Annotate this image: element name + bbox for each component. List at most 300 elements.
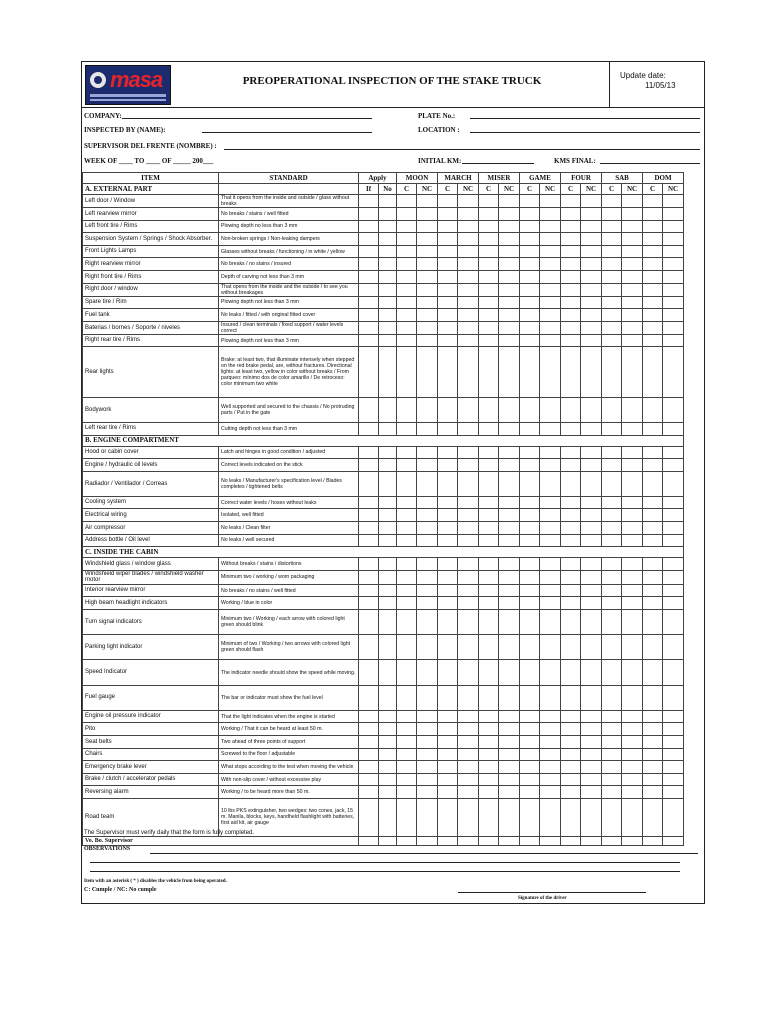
- check-cell[interactable]: [540, 597, 561, 610]
- check-cell[interactable]: [458, 710, 479, 723]
- check-cell[interactable]: [417, 334, 438, 347]
- check-cell[interactable]: [479, 534, 499, 547]
- check-cell[interactable]: [438, 233, 458, 246]
- check-cell[interactable]: [520, 761, 540, 774]
- check-cell[interactable]: [520, 786, 540, 799]
- check-cell[interactable]: [602, 836, 622, 845]
- check-cell[interactable]: [359, 558, 379, 571]
- check-cell[interactable]: [520, 836, 540, 845]
- check-cell[interactable]: [499, 534, 520, 547]
- check-cell[interactable]: [379, 258, 397, 271]
- check-cell[interactable]: [499, 459, 520, 472]
- check-cell[interactable]: [602, 309, 622, 322]
- check-cell[interactable]: [540, 270, 561, 283]
- check-cell[interactable]: [602, 459, 622, 472]
- check-cell[interactable]: [602, 334, 622, 347]
- check-cell[interactable]: [540, 558, 561, 571]
- check-cell[interactable]: [622, 597, 643, 610]
- check-cell[interactable]: [540, 208, 561, 221]
- check-cell[interactable]: [379, 195, 397, 208]
- check-cell[interactable]: [540, 723, 561, 736]
- check-cell[interactable]: [520, 798, 540, 836]
- check-cell[interactable]: [417, 570, 438, 584]
- check-cell[interactable]: [602, 397, 622, 422]
- check-cell[interactable]: [417, 296, 438, 309]
- check-cell[interactable]: [479, 570, 499, 584]
- check-cell[interactable]: [643, 220, 663, 233]
- check-cell[interactable]: [379, 309, 397, 322]
- check-cell[interactable]: [520, 570, 540, 584]
- check-cell[interactable]: [417, 471, 438, 496]
- check-cell[interactable]: [397, 334, 417, 347]
- check-cell[interactable]: [520, 446, 540, 459]
- check-cell[interactable]: [397, 723, 417, 736]
- check-cell[interactable]: [379, 570, 397, 584]
- check-cell[interactable]: [379, 558, 397, 571]
- check-cell[interactable]: [561, 597, 581, 610]
- check-cell[interactable]: [397, 509, 417, 522]
- check-cell[interactable]: [359, 534, 379, 547]
- check-cell[interactable]: [602, 584, 622, 597]
- check-cell[interactable]: [561, 773, 581, 786]
- check-cell[interactable]: [520, 270, 540, 283]
- check-cell[interactable]: [581, 685, 602, 710]
- check-cell[interactable]: [520, 522, 540, 535]
- check-cell[interactable]: [438, 283, 458, 296]
- check-cell[interactable]: [561, 836, 581, 845]
- check-cell[interactable]: [479, 761, 499, 774]
- check-cell[interactable]: [602, 220, 622, 233]
- check-cell[interactable]: [663, 723, 684, 736]
- check-cell[interactable]: [479, 334, 499, 347]
- check-cell[interactable]: [499, 309, 520, 322]
- check-cell[interactable]: [540, 786, 561, 799]
- check-cell[interactable]: [561, 258, 581, 271]
- check-cell[interactable]: [458, 195, 479, 208]
- check-cell[interactable]: [438, 321, 458, 334]
- check-cell[interactable]: [622, 735, 643, 748]
- check-cell[interactable]: [479, 710, 499, 723]
- check-cell[interactable]: [643, 610, 663, 635]
- check-cell[interactable]: [479, 459, 499, 472]
- observations-line-3[interactable]: [90, 871, 680, 872]
- check-cell[interactable]: [479, 347, 499, 397]
- check-cell[interactable]: [438, 798, 458, 836]
- check-cell[interactable]: [458, 471, 479, 496]
- check-cell[interactable]: [379, 735, 397, 748]
- check-cell[interactable]: [417, 309, 438, 322]
- check-cell[interactable]: [379, 321, 397, 334]
- check-cell[interactable]: [458, 761, 479, 774]
- check-cell[interactable]: [643, 522, 663, 535]
- initial-km-field[interactable]: [462, 163, 534, 164]
- check-cell[interactable]: [417, 710, 438, 723]
- check-cell[interactable]: [397, 735, 417, 748]
- check-cell[interactable]: [643, 233, 663, 246]
- check-cell[interactable]: [397, 836, 417, 845]
- check-cell[interactable]: [540, 471, 561, 496]
- check-cell[interactable]: [622, 584, 643, 597]
- check-cell[interactable]: [397, 798, 417, 836]
- check-cell[interactable]: [581, 735, 602, 748]
- check-cell[interactable]: [417, 748, 438, 761]
- check-cell[interactable]: [663, 773, 684, 786]
- check-cell[interactable]: [561, 446, 581, 459]
- check-cell[interactable]: [602, 208, 622, 221]
- check-cell[interactable]: [622, 309, 643, 322]
- check-cell[interactable]: [397, 347, 417, 397]
- check-cell[interactable]: [520, 635, 540, 660]
- check-cell[interactable]: [581, 397, 602, 422]
- check-cell[interactable]: [397, 220, 417, 233]
- check-cell[interactable]: [643, 597, 663, 610]
- check-cell[interactable]: [479, 397, 499, 422]
- check-cell[interactable]: [417, 635, 438, 660]
- check-cell[interactable]: [520, 347, 540, 397]
- check-cell[interactable]: [438, 710, 458, 723]
- check-cell[interactable]: [622, 610, 643, 635]
- check-cell[interactable]: [561, 220, 581, 233]
- check-cell[interactable]: [417, 735, 438, 748]
- check-cell[interactable]: [379, 496, 397, 509]
- check-cell[interactable]: [622, 786, 643, 799]
- check-cell[interactable]: [397, 710, 417, 723]
- check-cell[interactable]: [643, 258, 663, 271]
- check-cell[interactable]: [622, 220, 643, 233]
- check-cell[interactable]: [479, 422, 499, 435]
- check-cell[interactable]: [663, 584, 684, 597]
- check-cell[interactable]: [581, 258, 602, 271]
- check-cell[interactable]: [397, 635, 417, 660]
- check-cell[interactable]: [663, 258, 684, 271]
- check-cell[interactable]: [622, 496, 643, 509]
- check-cell[interactable]: [438, 660, 458, 685]
- check-cell[interactable]: [540, 710, 561, 723]
- inspected-by-field[interactable]: [202, 132, 372, 133]
- check-cell[interactable]: [458, 773, 479, 786]
- check-cell[interactable]: [602, 786, 622, 799]
- check-cell[interactable]: [359, 334, 379, 347]
- check-cell[interactable]: [397, 597, 417, 610]
- check-cell[interactable]: [540, 397, 561, 422]
- check-cell[interactable]: [479, 584, 499, 597]
- check-cell[interactable]: [602, 710, 622, 723]
- check-cell[interactable]: [622, 195, 643, 208]
- check-cell[interactable]: [520, 334, 540, 347]
- check-cell[interactable]: [520, 496, 540, 509]
- check-cell[interactable]: [520, 459, 540, 472]
- check-cell[interactable]: [417, 283, 438, 296]
- check-cell[interactable]: [379, 534, 397, 547]
- check-cell[interactable]: [397, 321, 417, 334]
- check-cell[interactable]: [458, 334, 479, 347]
- check-cell[interactable]: [379, 459, 397, 472]
- check-cell[interactable]: [643, 195, 663, 208]
- check-cell[interactable]: [643, 635, 663, 660]
- check-cell[interactable]: [520, 773, 540, 786]
- check-cell[interactable]: [581, 446, 602, 459]
- check-cell[interactable]: [379, 798, 397, 836]
- check-cell[interactable]: [520, 534, 540, 547]
- check-cell[interactable]: [379, 471, 397, 496]
- check-cell[interactable]: [479, 258, 499, 271]
- check-cell[interactable]: [359, 283, 379, 296]
- check-cell[interactable]: [379, 422, 397, 435]
- check-cell[interactable]: [458, 786, 479, 799]
- check-cell[interactable]: [643, 570, 663, 584]
- check-cell[interactable]: [359, 422, 379, 435]
- check-cell[interactable]: [540, 584, 561, 597]
- check-cell[interactable]: [643, 446, 663, 459]
- check-cell[interactable]: [663, 798, 684, 836]
- check-cell[interactable]: [622, 397, 643, 422]
- check-cell[interactable]: [643, 296, 663, 309]
- check-cell[interactable]: [438, 334, 458, 347]
- check-cell[interactable]: [643, 558, 663, 571]
- check-cell[interactable]: [622, 459, 643, 472]
- check-cell[interactable]: [602, 798, 622, 836]
- check-cell[interactable]: [417, 660, 438, 685]
- check-cell[interactable]: [561, 321, 581, 334]
- check-cell[interactable]: [458, 558, 479, 571]
- check-cell[interactable]: [438, 208, 458, 221]
- check-cell[interactable]: [561, 195, 581, 208]
- check-cell[interactable]: [438, 723, 458, 736]
- check-cell[interactable]: [479, 723, 499, 736]
- check-cell[interactable]: [643, 347, 663, 397]
- check-cell[interactable]: [458, 208, 479, 221]
- check-cell[interactable]: [417, 446, 438, 459]
- check-cell[interactable]: [479, 496, 499, 509]
- check-cell[interactable]: [520, 422, 540, 435]
- check-cell[interactable]: [602, 496, 622, 509]
- check-cell[interactable]: [520, 309, 540, 322]
- check-cell[interactable]: [438, 570, 458, 584]
- check-cell[interactable]: [643, 496, 663, 509]
- check-cell[interactable]: [379, 334, 397, 347]
- check-cell[interactable]: [479, 245, 499, 258]
- check-cell[interactable]: [540, 570, 561, 584]
- check-cell[interactable]: [359, 685, 379, 710]
- check-cell[interactable]: [397, 258, 417, 271]
- check-cell[interactable]: [479, 296, 499, 309]
- check-cell[interactable]: [602, 723, 622, 736]
- check-cell[interactable]: [622, 446, 643, 459]
- observations-line-1[interactable]: [150, 853, 698, 854]
- check-cell[interactable]: [359, 735, 379, 748]
- check-cell[interactable]: [397, 195, 417, 208]
- check-cell[interactable]: [643, 786, 663, 799]
- check-cell[interactable]: [561, 558, 581, 571]
- check-cell[interactable]: [479, 446, 499, 459]
- check-cell[interactable]: [499, 471, 520, 496]
- check-cell[interactable]: [520, 584, 540, 597]
- check-cell[interactable]: [397, 446, 417, 459]
- check-cell[interactable]: [458, 397, 479, 422]
- check-cell[interactable]: [520, 296, 540, 309]
- check-cell[interactable]: [581, 283, 602, 296]
- check-cell[interactable]: [581, 723, 602, 736]
- check-cell[interactable]: [520, 660, 540, 685]
- check-cell[interactable]: [520, 283, 540, 296]
- check-cell[interactable]: [397, 748, 417, 761]
- location-field[interactable]: [470, 132, 700, 133]
- check-cell[interactable]: [540, 347, 561, 397]
- check-cell[interactable]: [359, 347, 379, 397]
- check-cell[interactable]: [417, 534, 438, 547]
- company-field[interactable]: [122, 118, 372, 119]
- check-cell[interactable]: [520, 233, 540, 246]
- check-cell[interactable]: [581, 296, 602, 309]
- check-cell[interactable]: [438, 459, 458, 472]
- check-cell[interactable]: [663, 786, 684, 799]
- check-cell[interactable]: [520, 397, 540, 422]
- check-cell[interactable]: [499, 660, 520, 685]
- check-cell[interactable]: [479, 558, 499, 571]
- check-cell[interactable]: [561, 710, 581, 723]
- check-cell[interactable]: [663, 296, 684, 309]
- check-cell[interactable]: [643, 459, 663, 472]
- check-cell[interactable]: [458, 496, 479, 509]
- check-cell[interactable]: [643, 798, 663, 836]
- check-cell[interactable]: [540, 422, 561, 435]
- check-cell[interactable]: [622, 836, 643, 845]
- check-cell[interactable]: [379, 635, 397, 660]
- check-cell[interactable]: [438, 773, 458, 786]
- check-cell[interactable]: [602, 748, 622, 761]
- check-cell[interactable]: [458, 685, 479, 710]
- check-cell[interactable]: [359, 584, 379, 597]
- check-cell[interactable]: [540, 245, 561, 258]
- check-cell[interactable]: [438, 685, 458, 710]
- check-cell[interactable]: [602, 635, 622, 660]
- check-cell[interactable]: [499, 798, 520, 836]
- check-cell[interactable]: [458, 233, 479, 246]
- check-cell[interactable]: [540, 836, 561, 845]
- check-cell[interactable]: [622, 685, 643, 710]
- check-cell[interactable]: [561, 283, 581, 296]
- check-cell[interactable]: [602, 321, 622, 334]
- check-cell[interactable]: [397, 422, 417, 435]
- check-cell[interactable]: [643, 836, 663, 845]
- check-cell[interactable]: [499, 635, 520, 660]
- check-cell[interactable]: [520, 685, 540, 710]
- check-cell[interactable]: [622, 558, 643, 571]
- check-cell[interactable]: [438, 220, 458, 233]
- check-cell[interactable]: [622, 334, 643, 347]
- check-cell[interactable]: [581, 422, 602, 435]
- check-cell[interactable]: [663, 208, 684, 221]
- check-cell[interactable]: [561, 723, 581, 736]
- check-cell[interactable]: [643, 321, 663, 334]
- supervisor-field[interactable]: [224, 149, 700, 150]
- check-cell[interactable]: [540, 509, 561, 522]
- check-cell[interactable]: [602, 245, 622, 258]
- check-cell[interactable]: [417, 610, 438, 635]
- check-cell[interactable]: [397, 773, 417, 786]
- check-cell[interactable]: [663, 471, 684, 496]
- check-cell[interactable]: [540, 660, 561, 685]
- check-cell[interactable]: [643, 685, 663, 710]
- check-cell[interactable]: [581, 270, 602, 283]
- check-cell[interactable]: [581, 635, 602, 660]
- check-cell[interactable]: [417, 208, 438, 221]
- check-cell[interactable]: [663, 735, 684, 748]
- check-cell[interactable]: [602, 347, 622, 397]
- check-cell[interactable]: [581, 660, 602, 685]
- check-cell[interactable]: [581, 558, 602, 571]
- check-cell[interactable]: [359, 459, 379, 472]
- check-cell[interactable]: [643, 422, 663, 435]
- check-cell[interactable]: [520, 258, 540, 271]
- check-cell[interactable]: [417, 723, 438, 736]
- check-cell[interactable]: [581, 836, 602, 845]
- check-cell[interactable]: [379, 347, 397, 397]
- check-cell[interactable]: [663, 195, 684, 208]
- check-cell[interactable]: [397, 761, 417, 774]
- check-cell[interactable]: [602, 471, 622, 496]
- check-cell[interactable]: [417, 220, 438, 233]
- check-cell[interactable]: [643, 471, 663, 496]
- check-cell[interactable]: [561, 660, 581, 685]
- check-cell[interactable]: [663, 660, 684, 685]
- check-cell[interactable]: [479, 195, 499, 208]
- check-cell[interactable]: [438, 735, 458, 748]
- check-cell[interactable]: [540, 309, 561, 322]
- check-cell[interactable]: [359, 309, 379, 322]
- check-cell[interactable]: [458, 245, 479, 258]
- check-cell[interactable]: [479, 786, 499, 799]
- check-cell[interactable]: [540, 761, 561, 774]
- check-cell[interactable]: [479, 522, 499, 535]
- check-cell[interactable]: [663, 509, 684, 522]
- check-cell[interactable]: [417, 836, 438, 845]
- check-cell[interactable]: [499, 723, 520, 736]
- check-cell[interactable]: [520, 245, 540, 258]
- check-cell[interactable]: [663, 685, 684, 710]
- check-cell[interactable]: [438, 195, 458, 208]
- check-cell[interactable]: [359, 836, 379, 845]
- check-cell[interactable]: [663, 283, 684, 296]
- check-cell[interactable]: [458, 748, 479, 761]
- check-cell[interactable]: [581, 584, 602, 597]
- check-cell[interactable]: [417, 459, 438, 472]
- check-cell[interactable]: [561, 347, 581, 397]
- check-cell[interactable]: [397, 270, 417, 283]
- check-cell[interactable]: [379, 245, 397, 258]
- check-cell[interactable]: [622, 761, 643, 774]
- check-cell[interactable]: [622, 321, 643, 334]
- check-cell[interactable]: [540, 446, 561, 459]
- check-cell[interactable]: [622, 422, 643, 435]
- check-cell[interactable]: [581, 773, 602, 786]
- check-cell[interactable]: [417, 321, 438, 334]
- check-cell[interactable]: [359, 798, 379, 836]
- check-cell[interactable]: [438, 471, 458, 496]
- check-cell[interactable]: [499, 570, 520, 584]
- check-cell[interactable]: [359, 761, 379, 774]
- check-cell[interactable]: [540, 496, 561, 509]
- check-cell[interactable]: [479, 208, 499, 221]
- check-cell[interactable]: [379, 786, 397, 799]
- check-cell[interactable]: [499, 836, 520, 845]
- check-cell[interactable]: [540, 283, 561, 296]
- check-cell[interactable]: [438, 558, 458, 571]
- check-cell[interactable]: [561, 245, 581, 258]
- check-cell[interactable]: [602, 570, 622, 584]
- check-cell[interactable]: [438, 309, 458, 322]
- check-cell[interactable]: [417, 597, 438, 610]
